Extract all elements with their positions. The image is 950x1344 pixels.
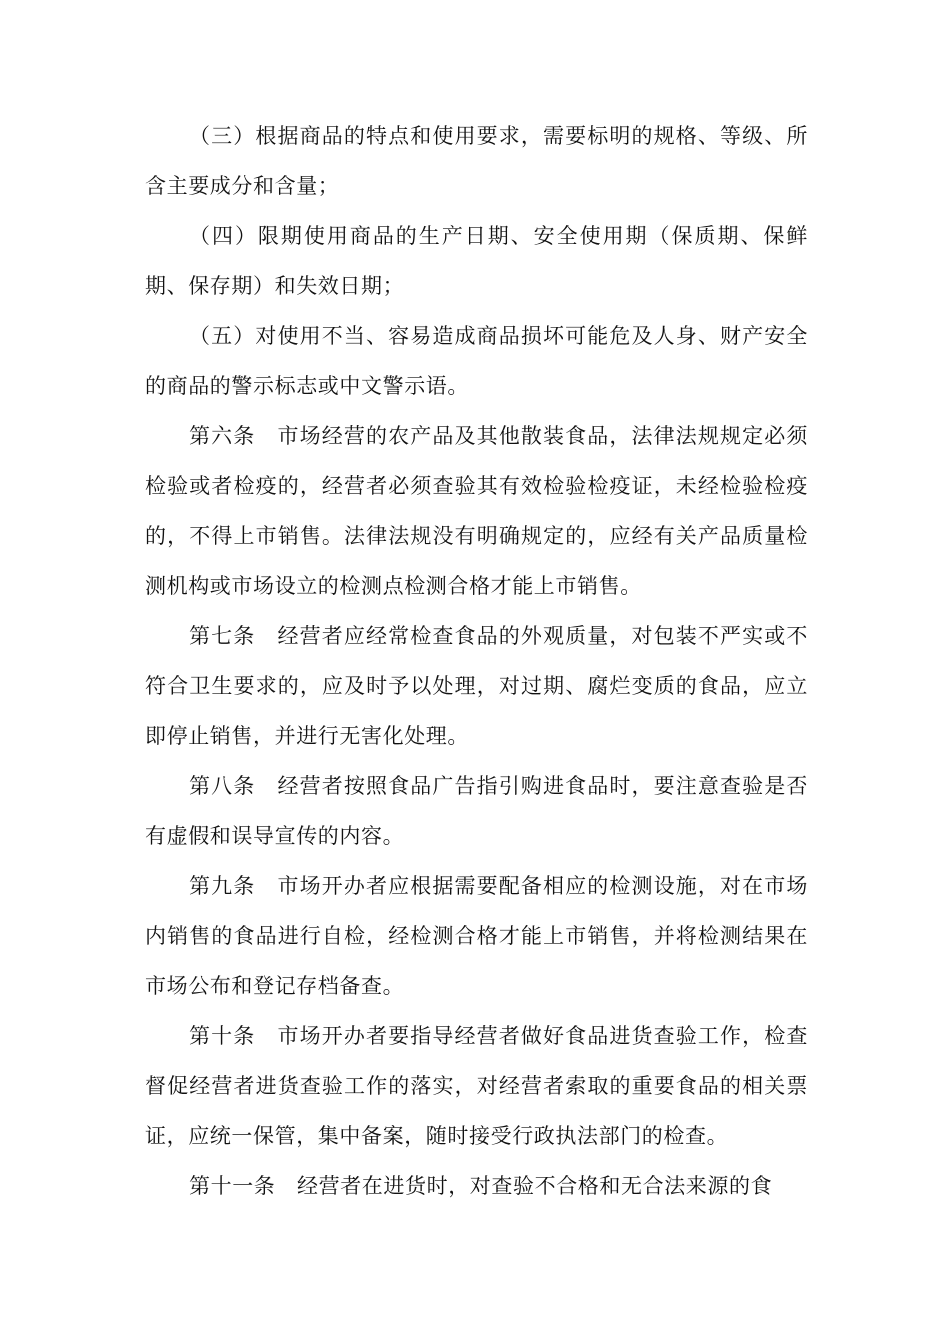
article-6: 第六条 市场经营的农产品及其他散装食品，法律法规规定必须检验或者检疫的，经营者必须查验其有效检验检疫证，未经检验检疫的，不得上市销售。法律法规没有明确规定的，应经有关产品质量检测机构或市场设立的检测点检测合格才能上市销售。	[145, 424, 808, 598]
document-body	[145, 111, 808, 1211]
article-9: 第九条 市场开办者应根据需要配备相应的检测设施，对在市场内销售的食品进行自检，经检测合格才能上市销售，并将检测结果在市场公布和登记存档备查。	[145, 874, 808, 998]
article-10: 第十条 市场开办者要指导经营者做好食品进货查验工作，检查督促经营者进货查验工作的落实，对经营者索取的重要食品的相关票证，应统一保管，集中备案，随时接受行政执法部门的检查。	[145, 1024, 808, 1148]
article-8: 第八条 经营者按照食品广告指引购进食品时，要注意查验是否有虚假和误导宣传的内容。	[145, 774, 808, 848]
paragraph-item-3: （三）根据商品的特点和使用要求，需要标明的规格、等级、所含主要成分和含量；	[145, 124, 808, 198]
article-7: 第七条 经营者应经常检查食品的外观质量，对包装不严实或不符合卫生要求的，应及时予以处理，对过期、腐烂变质的食品，应立即停止销售，并进行无害化处理。	[145, 624, 808, 748]
paragraph-item-5: （五）对使用不当、容易造成商品损坏可能危及人身、财产安全的商品的警示标志或中文警示语。	[145, 324, 808, 398]
paragraph-item-4: （四）限期使用商品的生产日期、安全使用期（保质期、保鲜期、保存期）和失效日期；	[145, 224, 808, 298]
article-11: 第十一条 经营者在进货时，对查验不合格和无合法来源的食	[189, 1174, 773, 1198]
